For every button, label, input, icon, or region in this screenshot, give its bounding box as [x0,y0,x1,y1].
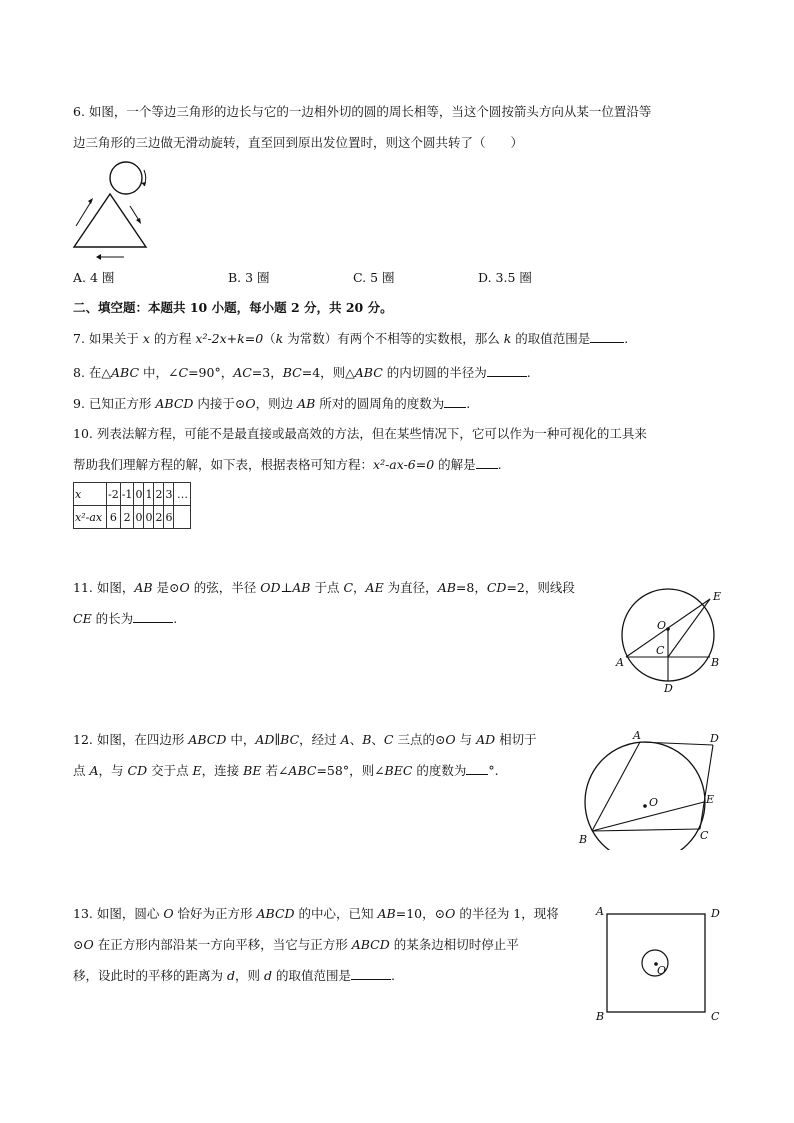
table-cell: 3 [164,483,174,506]
table-cell: 6 [164,506,174,529]
q11-label-e: E [713,590,722,603]
q11-answer-blank [133,610,173,623]
q10-answer-blank [476,456,498,469]
table-row [74,506,191,529]
q12-side-dc [700,745,713,829]
q6-option-d: D. 3.5 圈 [478,270,532,285]
q6-arrow-left [88,198,93,204]
q12-label-b: B [579,833,588,846]
q6-option-c: C. 5 圈 [353,270,395,285]
q13-line1: 13. 如图，圆心 O 恰好为正方形 ABCD 的中心，已知 AB=10，⊙O 的半径为 1，现将 [73,906,559,921]
q11-label-b: B [711,656,720,669]
table-cell: -1 [120,483,134,506]
q13-label-d: D [711,907,720,920]
q12-label-d: D [710,732,719,745]
table-cell: 2 [120,506,134,529]
q11-segment-ce [668,599,710,657]
q12-label-c: C [700,829,709,842]
q11-label-d: D [664,682,673,695]
table-cell: 0 [134,506,144,529]
q12-segment-be [592,802,704,831]
q12-label-o: O [649,796,659,809]
q11-line2: CE 的长为 . [73,611,178,626]
table-head-x: x [74,483,107,506]
q12-side-ad [640,742,713,745]
q6-arrow-right [136,218,141,224]
q12-answer-blank [466,762,488,775]
table-cell: 0 [144,506,154,529]
section2-title: 二、填空题：本题共 10 小题，每小题 2 分，共 20 分。 [73,300,393,315]
q6-line1: 6. 如图，一个等边三角形的边长与它的一边相外切的圆的周长相等，当这个圆按箭头方向从某一位置沿等 [73,104,652,119]
table-cell: … [174,483,191,506]
q11-label-a: A [616,656,624,669]
q8-text: 8. 在△ABC 中，∠C=90°，AC=3，BC=4，则△ABC 的内切圆的半径为 . [73,365,531,380]
table-cell: 0 [134,483,144,506]
q6-line2: 边三角形的三边做无滑动旋转，直至回到原出发位置时，则这个圆共转了（ ） [73,135,524,150]
q12-line2: 点 A，与 CD 交于点 E，连接 BE 若∠ABC=58°，则∠BEC 的度数为 °. [73,763,499,778]
table-row [74,483,191,506]
q11-line1: 11. 如图，AB 是⊙O 的弦，半径 OD⊥AB 于点 C，AE 为直径，AB=8，CD=2，则线段 [73,580,575,595]
q10-value-table [73,482,191,529]
q13-label-a: A [596,905,604,918]
table-cell: 1 [144,483,154,506]
q9-text: 9. 已知正方形 ABCD 内接于⊙O，则边 AB 所对的圆周角的度数为 . [73,396,471,411]
q6-figure [66,156,162,264]
q6-option-a: A. 4 圈 [73,270,115,285]
q6-arrow-bottom [96,254,101,260]
table-cell: 2 [154,483,164,506]
q9-answer-blank [444,395,466,408]
q10-line1: 10. 列表法解方程，可能不是最直接或最高效的方法，但在某些情况下，它可以作为一种可视化的工具来 [73,426,647,441]
table-cell: -2 [107,483,121,506]
q7-answer-blank [590,330,624,343]
q13-line3: 移，设此时的平移的距离为 d，则 d 的取值范围是 . [73,968,395,983]
q13-line2: ⊙O 在正方形内部沿某一方向平移，当它与正方形 ABCD 的某条边相切时停止平 [73,937,519,952]
q6-option-b: B. 3 圈 [228,270,270,285]
q13-label-o: O [657,964,667,977]
table-cell: 6 [107,506,121,529]
q12-side-bc [592,829,700,831]
q10-line2: 帮助我们理解方程的解，如下表，根据表格可知方程：x²-ax-6=0 的解是 . [73,457,502,472]
q13-label-b: B [596,1010,605,1023]
q12-label-e: E [706,793,715,806]
q12-line1: 12. 如图，在四边形 ABCD 中，AD∥BC，经过 A、B、C 三点的⊙O 与 AD 相切于 [73,732,537,747]
q13-figure [590,900,730,1025]
q12-label-a: A [633,729,641,742]
q7-text: 7. 如果关于 x 的方程 x²-2x+k=0（k 为常数）有两个不相等的实数根，那么 k 的取值范围是 . [73,331,629,346]
table-head-expr: x²-ax [74,506,107,529]
q12-circle [585,742,705,850]
q13-label-c: C [711,1010,720,1023]
q11-label-o: O [657,619,667,632]
table-cell: 2 [154,506,164,529]
q8-answer-blank [487,364,527,377]
q6-triangle [74,194,146,247]
q11-figure [610,585,732,697]
q11-label-c: C [656,644,665,657]
table-cell [174,506,191,529]
q13-answer-blank [351,967,391,980]
q6-rolling-circle [110,162,142,194]
q12-side-ab [592,742,640,831]
q12-figure [572,728,732,850]
